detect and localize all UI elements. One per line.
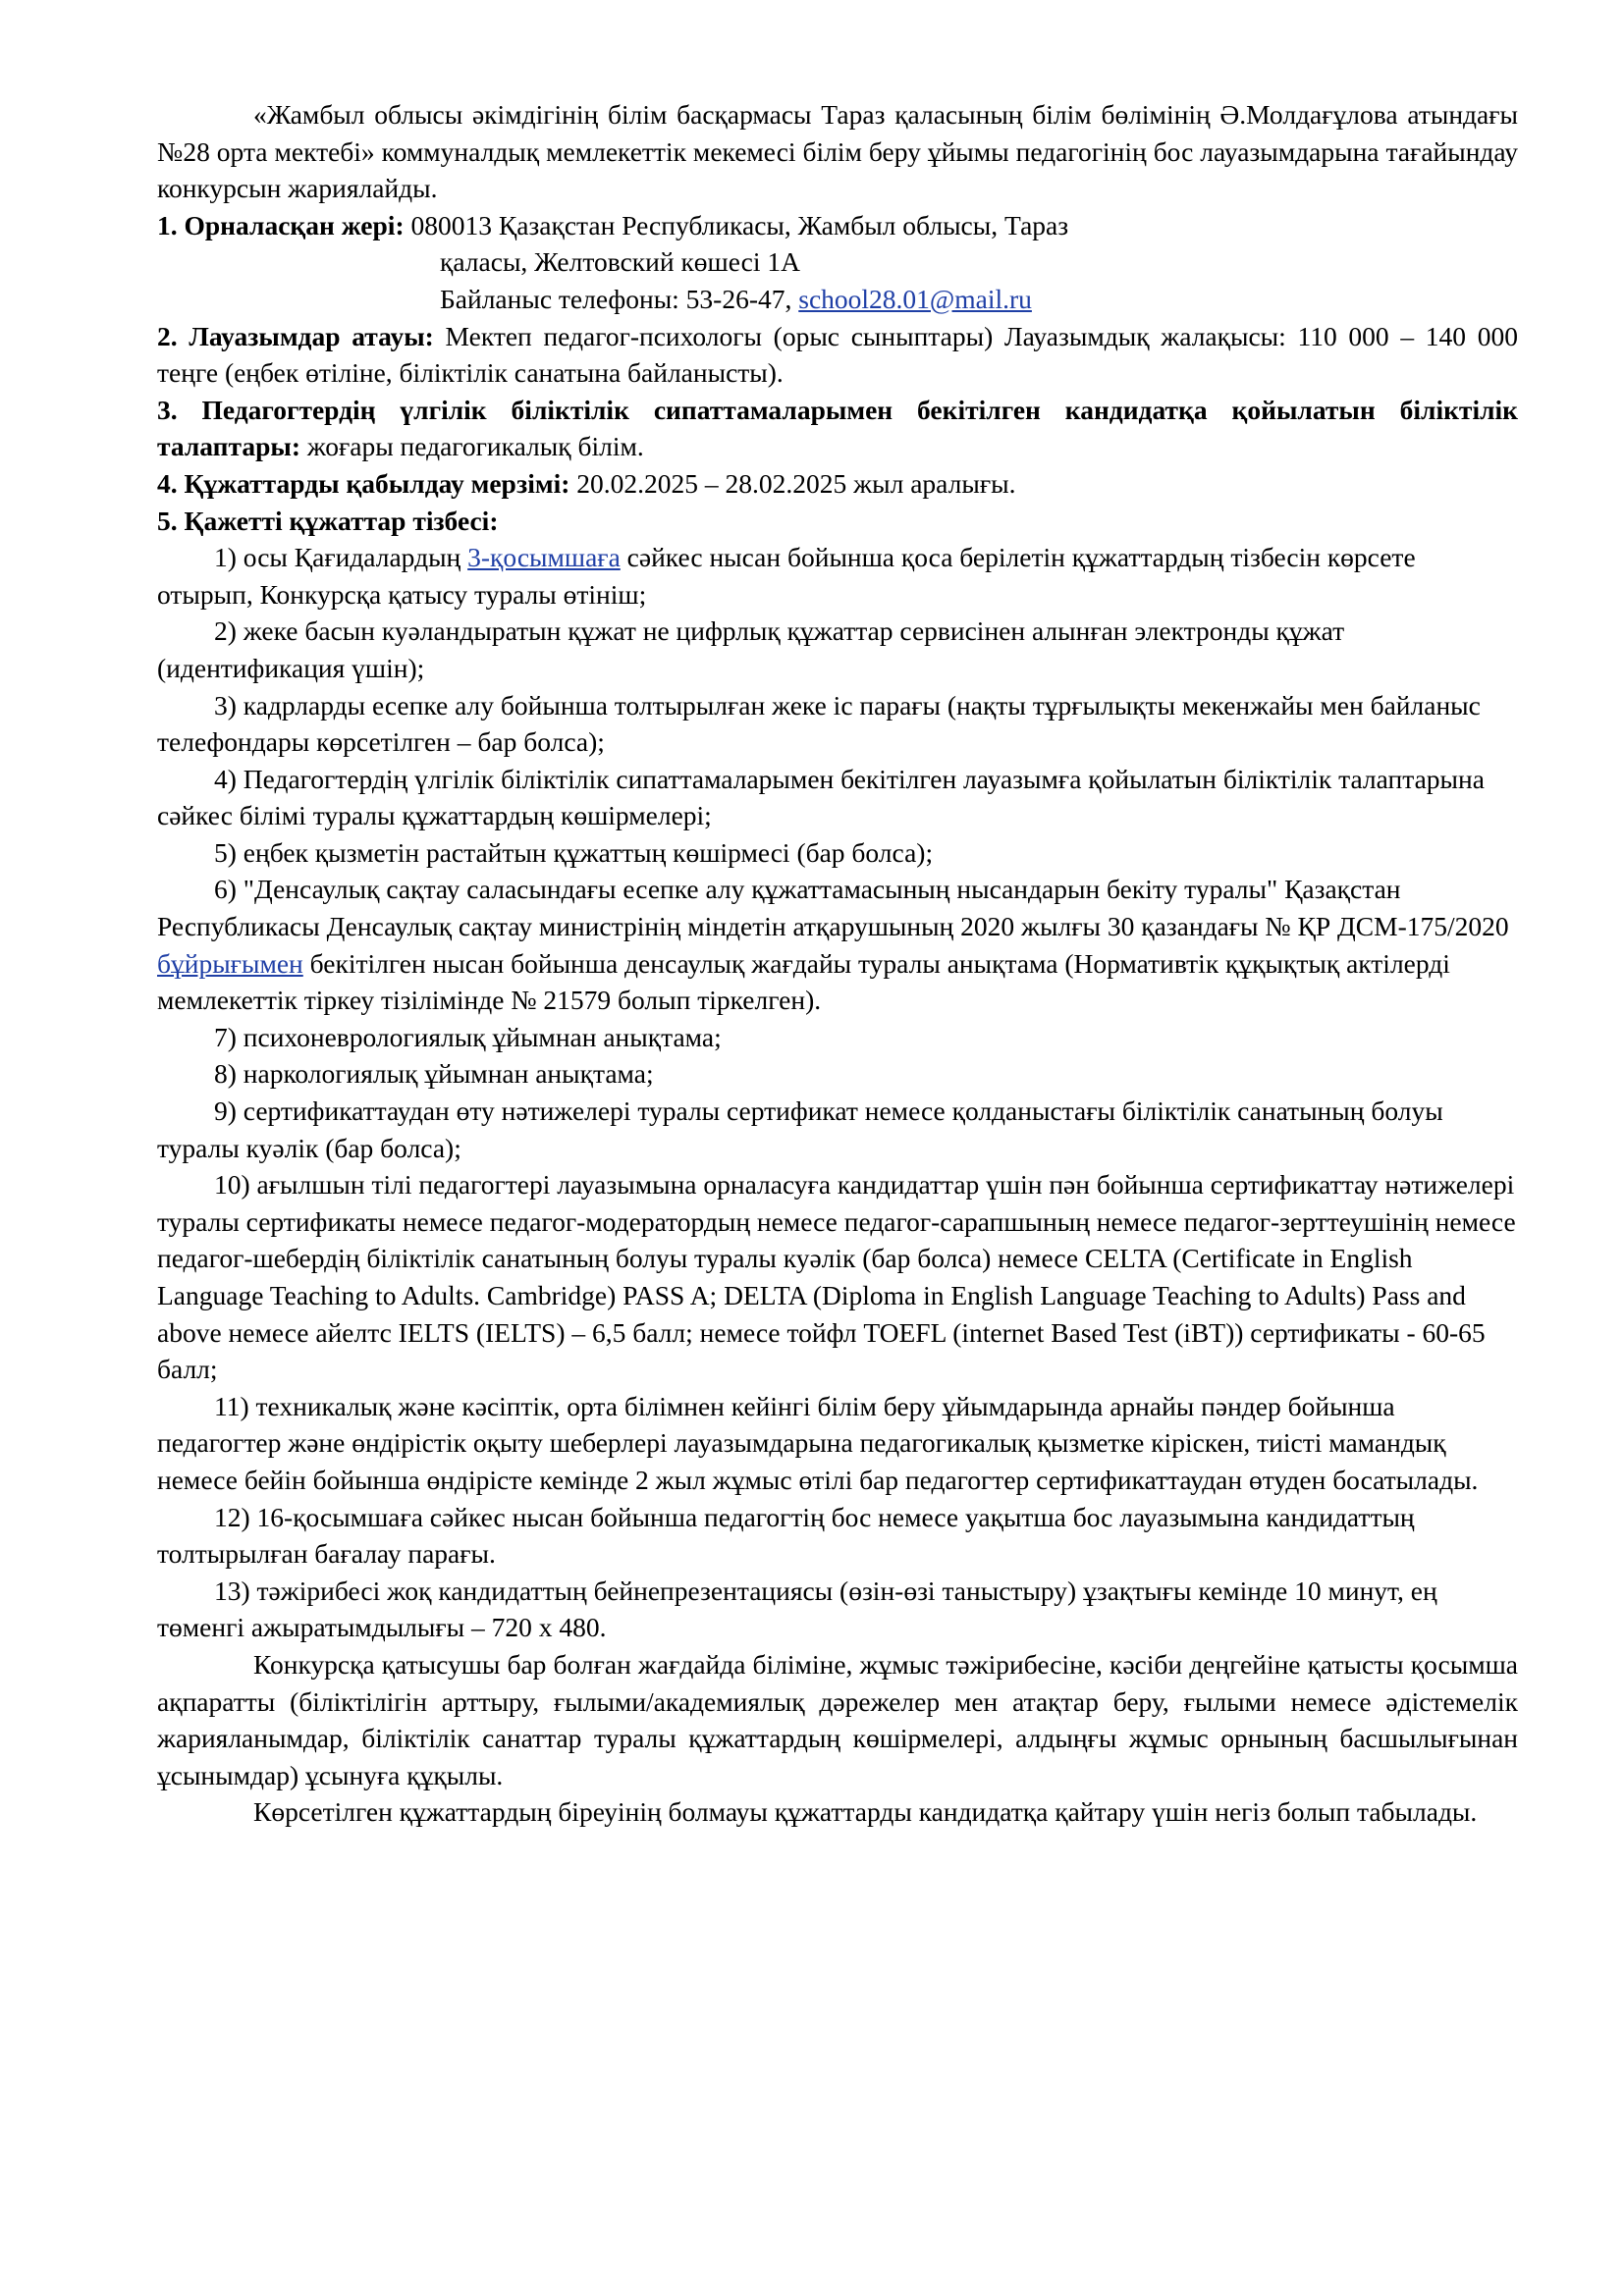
list-item: 11) техникалық және кәсіптік, орта білімнен кейінгі білім беру ұйымдарында арнайы пәндер бойынша педагогтер және өндірістік оқыту шеберлері лауазымдарына педагогикалық қызметке кіріскен, тиісті мамандық немесе бейін бойынша өндірісте кемінде 2 жыл жұмыс өтілі бар педагогтер сертификаттаудан өтуден босатылады. <box>157 1390 1479 1495</box>
list-item: 9) сертификаттаудан өту нәтижелері туралы сертификат немесе қолданыстағы біліктілік санатының болуы туралы куәлік (бар болса); <box>157 1095 1443 1163</box>
location-label: 1. Орналасқан жері: <box>157 209 405 240</box>
position-section <box>157 318 1518 392</box>
phone-text: Байланыс телефоны: 53-26-47, <box>440 283 792 314</box>
deadline-text: 20.02.2025 – 28.02.2025 жыл аралығы. <box>576 467 1016 499</box>
item-text: сәйкес нысан бойынша қоса берілетін құжаттардың тізбесін көрсете отырып, Конкурсқа қатысу туралы өтініш; <box>157 542 1416 610</box>
list-item: 7) психоневрологиялық ұйымнан анықтама; <box>214 1021 722 1052</box>
item-text: 6) "Денсаулық сақтау саласындағы есепке алу құжаттамасының нысандарын бекіту туралы" Қазақстан Республикасы Денсаулық сақтау министрінің міндетін атқарушының 2020 жылғы 30 қазандағы № ҚР ДСМ-175/2020 <box>157 874 1509 942</box>
list-item: 2) жеке басын куәландыратын құжат не цифрлық құжаттар сервисінен алынған электронды құжат (идентификация үшін); <box>157 615 1345 683</box>
list-item: 8) наркологиялық ұйымнан анықтама; <box>214 1058 654 1090</box>
email-link[interactable]: school28.01@mail.ru <box>798 283 1032 314</box>
list-item <box>157 871 1518 1018</box>
list-item: 12) 16-қосымшаға сәйкес нысан бойынша педагогтің бос немесе уақытша бос лауазымына кандидаттың толтырылған бағалау парағы. <box>157 1501 1415 1570</box>
list-item: 5) еңбек қызметін растайтын құжаттың көшірмесі (бар болса); <box>214 836 934 868</box>
requirements-label: 3. Педагогтердің үлгілік біліктілік сипаттамаларымен бекітілген кандидатқа қойылатын біліктілік талаптары: <box>157 394 1518 462</box>
contact-line <box>157 281 1518 318</box>
appendix3-link[interactable]: 3-қосымшаға <box>467 542 621 573</box>
item-text: 1) осы Қағидалардың <box>214 542 461 573</box>
list-item: 13) тәжірибесі жоқ кандидаттың бейнепрезентациясы (өзін-өзі таныстыру) ұзақтығы кемінде 10 минут, ең төменгі ажыратымдылығы – 720 x 480. <box>157 1575 1437 1643</box>
requirements-text: жоғары педагогикалық білім. <box>306 431 644 462</box>
location-text: 080013 Қазақстан Республикасы, Жамбыл облысы, Тараз <box>410 209 1069 240</box>
order-link[interactable]: бұйрығымен <box>157 947 303 979</box>
position-label: 2. Лауазымдар атауы: <box>157 320 434 351</box>
item-text: бекітілген нысан бойынша денсаулық жағдайы туралы анықтама (Нормативтік құқықтық актілерді мемлекеттік тіркеу тізілімінде № 21579 болып тіркелген). <box>157 947 1450 1016</box>
list-item: 4) Педагогтердің үлгілік біліктілік сипаттамаларымен бекітілген лауазымға қойылатын біліктілік талаптарына сәйкес білімі туралы құжаттардың көшірмелері; <box>157 763 1485 831</box>
document-page <box>157 96 1518 1831</box>
location-line <box>157 207 1518 244</box>
closing-paragraph: Көрсетілген құжаттардың біреуінің болмауы құжаттарды кандидатқа қайтару үшін негіз болып табылады. <box>253 1796 1478 1828</box>
documents-label: 5. Қажетті құжаттар тізбесі: <box>157 505 499 536</box>
address-continuation: қаласы, Желтовский көшесі 1А <box>440 246 800 278</box>
list-item <box>157 539 1518 613</box>
list-item: 3) кадрларды есепке алу бойынша толтырылған жеке іс парағы (нақты тұрғылықты мекенжайы мен байланыс телефондары көрсетілген – бар болса); <box>157 689 1481 758</box>
requirements-section <box>157 392 1518 465</box>
deadline-section <box>157 465 1518 503</box>
closing-paragraph: Конкурсқа қатысушы бар болған жағдайда біліміне, жұмыс тәжірибесіне, кәсіби деңгейіне қатысты қосымша ақпаратты (біліктілігін арттыру, ғылыми/академиялық дәрежелер мен атақтар беру, ғылыми немесе әдістемелік жарияланымдар, біліктілік санаттар туралы құжаттардың көшірмелері, алдыңғы жұмыс орнының басшылығынан ұсынымдар) ұсынуға құқылы. <box>157 1648 1518 1790</box>
list-item: 10) ағылшын тілі педагогтері лауазымына орналасуға кандидаттар үшін пән бойынша сертификаттау нәтижелері туралы сертификаты немесе педагог-модератордың немесе педагог-сарапшының немесе педагог-зерттеушінің немесе педагог-шебердің біліктілік санатының болуы туралы куәлік (бар болса) немесе CELTA (Certificate in English Language Teaching to Adults. Cambridge) PASS A; DELTA (Diploma in English Language Teaching to Adults) Pass and above немесе айелтс IELTS (IELTS) – 6,5 балл; немесе тойфл TOEFL (internet Based Test (iBT)) сертификаты - 60-65 балл; <box>157 1169 1516 1385</box>
deadline-label: 4. Құжаттарды қабылдау мерзімі: <box>157 467 570 499</box>
intro-paragraph: «Жамбыл облысы әкімдігінің білім басқармасы Тараз қаласының білім бөлімінің Ә.Молдағұлова атындағы №28 орта мектебі» коммуналдық мемлекеттік мекемесі білім беру ұйымы педагогінің бос лауазымдарына тағайындау конкурсын жариялайды. <box>157 99 1518 204</box>
documents-heading <box>157 503 1518 540</box>
position-text: Мектеп педагог-психологы (орыс сыныптары) Лауазымдық жалақысы: 110 000 – 140 000 теңге (еңбек өтіліне, біліктілік санатына байланысты). <box>157 320 1519 389</box>
